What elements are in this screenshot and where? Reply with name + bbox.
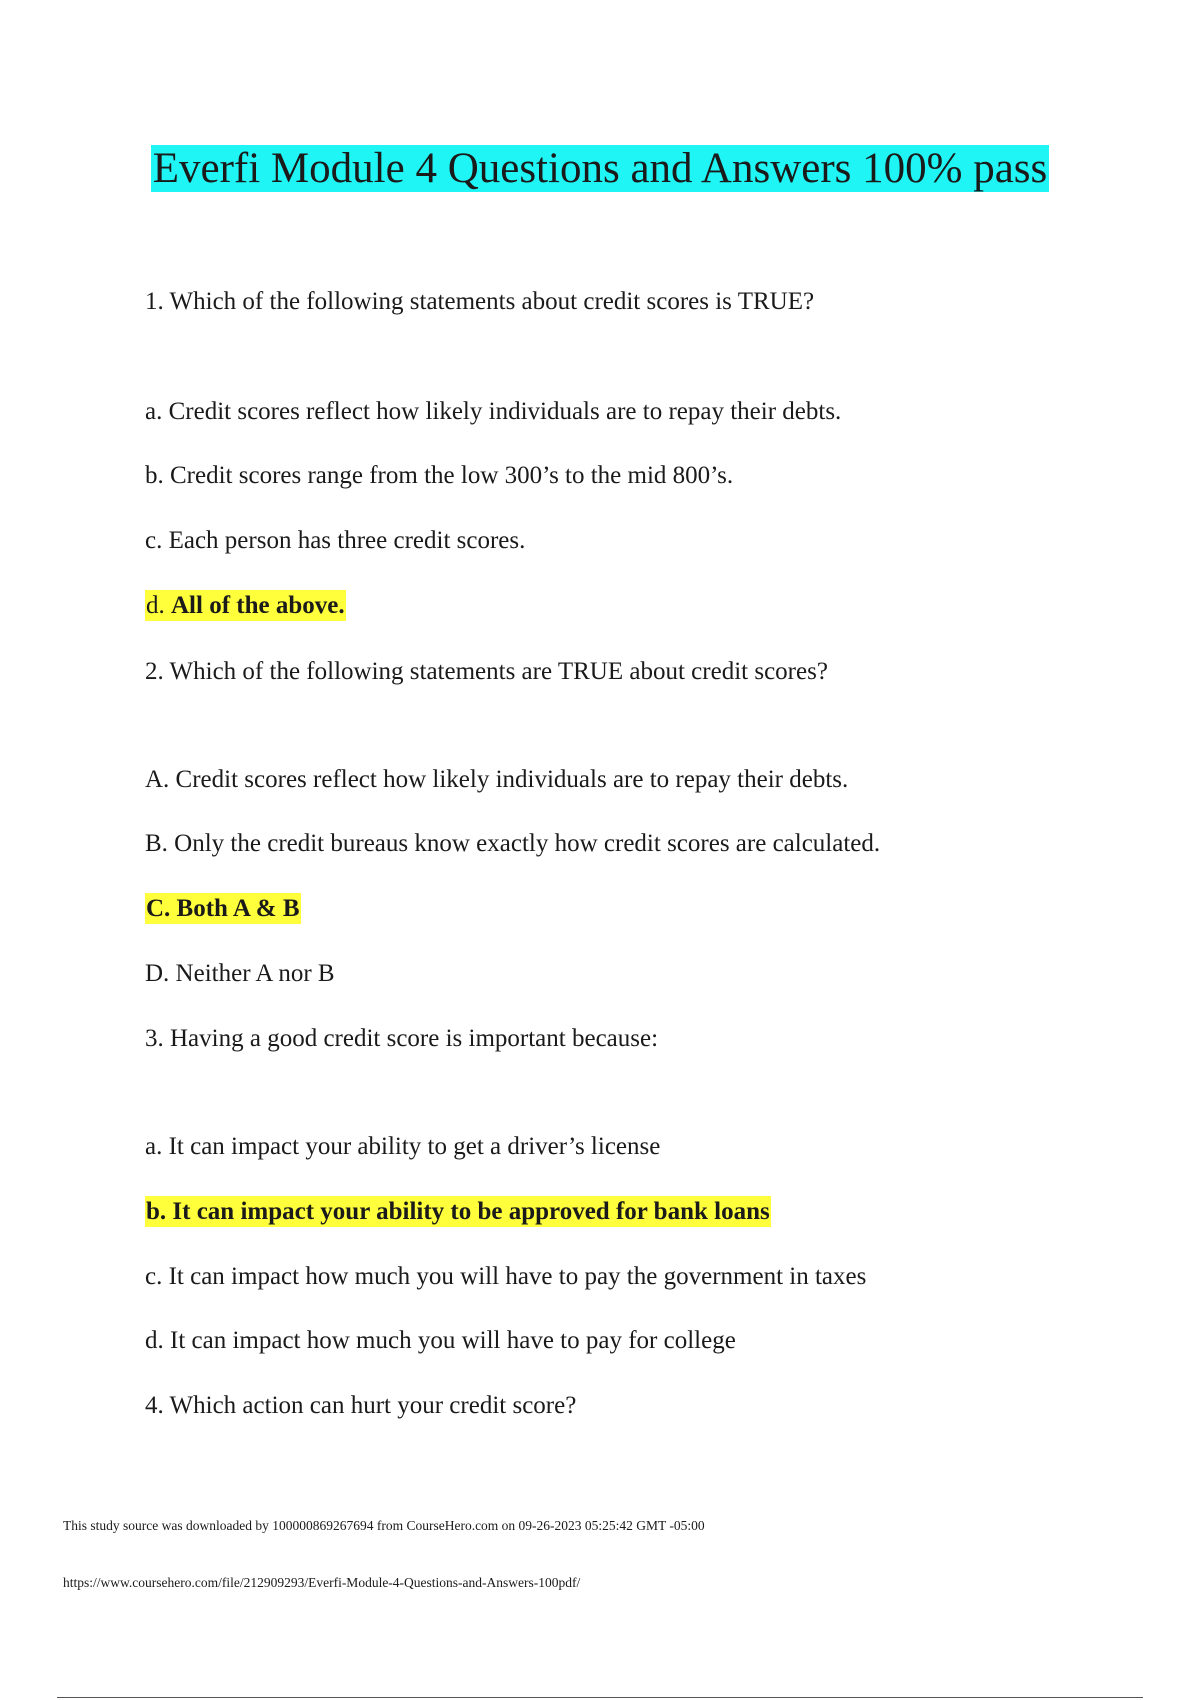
q2-option-a: A. Credit scores reflect how likely individuals are to repay their debts. — [145, 766, 849, 793]
q2-option-d: D. Neither A nor B — [145, 960, 335, 987]
q3-option-d: d. It can impact how much you will have to pay for college — [145, 1327, 736, 1354]
q3-answer-text: b. It can impact your ability to be approved for bank loans — [146, 1198, 770, 1225]
source-url[interactable]: https://www.coursehero.com/file/212909293/Everfi-Module-4-Questions-and-Answers-100pdf/ — [63, 1575, 581, 1590]
question-1: 1. Which of the following statements about credit scores is TRUE? — [145, 288, 815, 315]
q1-answer-text: All of the above. — [171, 592, 345, 619]
q2-option-b: B. Only the credit bureaus know exactly how credit scores are calculated. — [145, 830, 881, 857]
question-4: 4. Which action can hurt your credit score? — [145, 1392, 577, 1419]
footer-divider — [57, 1697, 1143, 1698]
q1-answer-highlight — [145, 590, 346, 621]
page-title — [0, 143, 1200, 195]
q3-option-c: c. It can impact how much you will have to pay the government in taxes — [145, 1263, 867, 1290]
question-2: 2. Which of the following statements are TRUE about credit scores? — [145, 658, 828, 685]
q1-option-b: b. Credit scores range from the low 300’s to the mid 800’s. — [145, 462, 734, 489]
page-title-text: Everfi Module 4 Questions and Answers 100% pass — [152, 145, 1048, 192]
q3-answer-highlight — [145, 1196, 771, 1227]
download-note: This study source was downloaded by 100000869267694 from CourseHero.com on 09-26-2023 05:25:42 GMT -05:00 — [63, 1518, 705, 1533]
q1-answer-prefix: d. — [146, 592, 165, 619]
q3-answer — [145, 1194, 771, 1230]
question-3: 3. Having a good credit score is important because: — [145, 1025, 659, 1052]
q1-option-a: a. Credit scores reflect how likely individuals are to repay their debts. — [145, 398, 842, 425]
q2-answer — [145, 891, 301, 927]
q2-answer-text: C. Both A & B — [146, 895, 300, 922]
q2-answer-highlight — [145, 893, 301, 924]
q1-answer — [145, 588, 346, 624]
q1-option-c: c. Each person has three credit scores. — [145, 527, 526, 554]
q3-option-a: a. It can impact your ability to get a driver’s license — [145, 1133, 661, 1160]
